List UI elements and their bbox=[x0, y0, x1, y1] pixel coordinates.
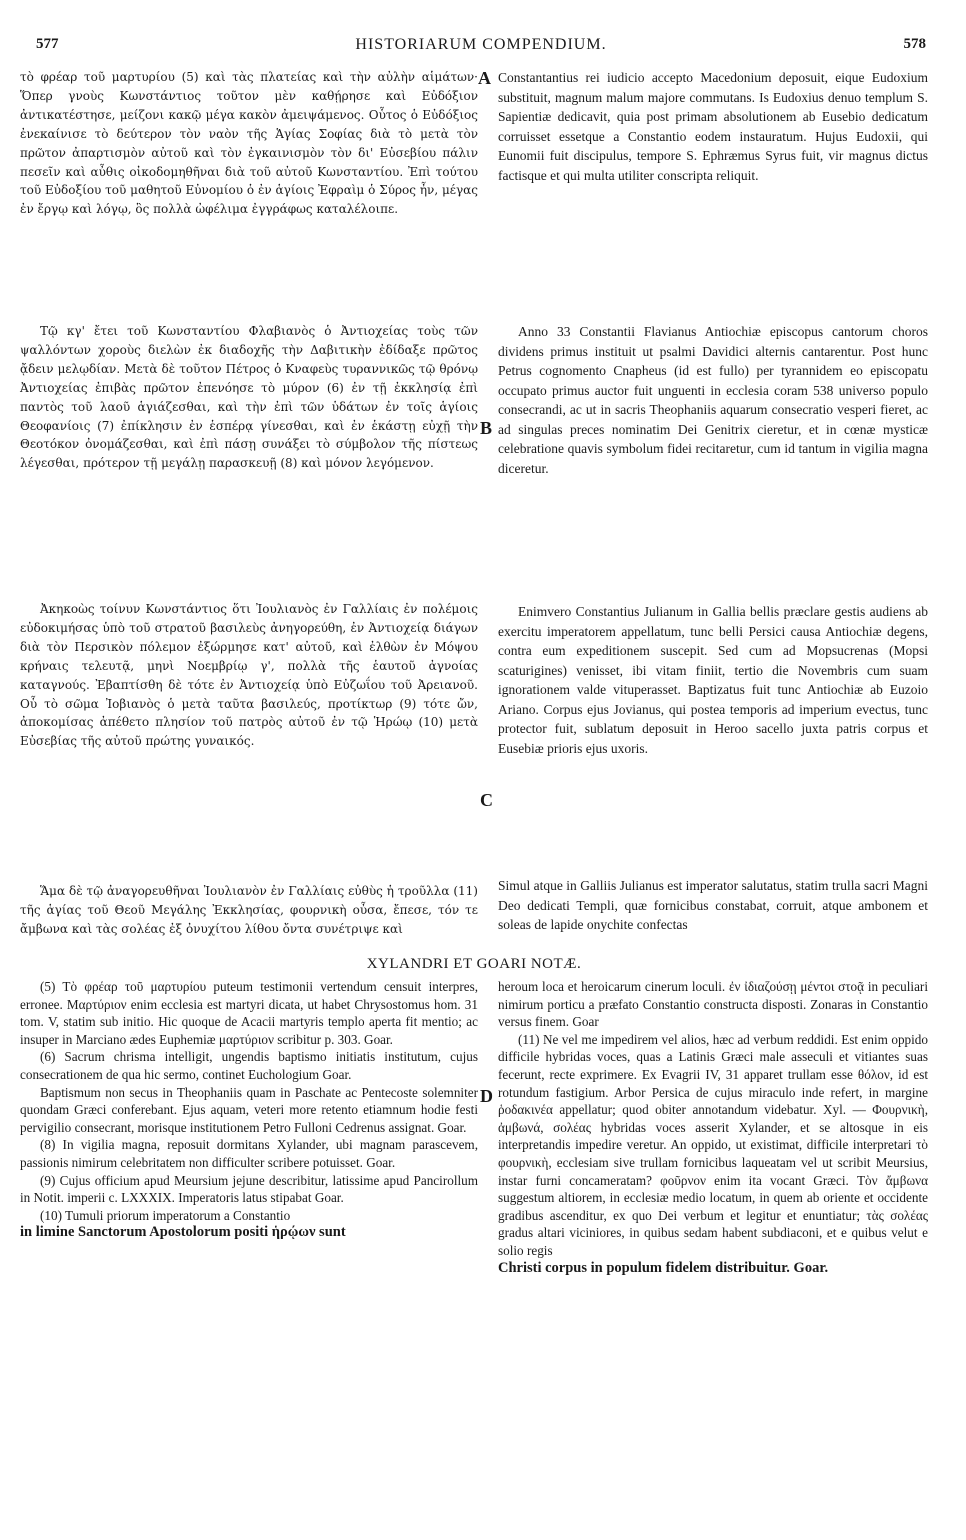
note: Baptismum non secus in Theophaniis quam in Paschate ac Pentecoste solemniter quondam Græci conferebant. Ejus aquam, veteri more retento etiamnum hodie festi pervigilio consecrant, morisque institutionem Petro Fulloni Cedrenus assignat. Goar. bbox=[20, 1084, 478, 1135]
latin-text: Anno 33 Constantii Flavianus Antiochiæ episcopus cantorum choros dividens primus instituit ut psalmi Davidici alternis cantarentur. Post hunc Petrus cognomento Cnapheus (id est fullo) per tyrannidem eo episcopatu occupato primus auctor fuit unguenti in ecclesia coram 538 universo populo consecrandi, ac ut in sacris Theophaniis aquarum consecratio vesperi fieret, ac ad singulas preces nominatim Dei Genitrix cieretur, et in cœnæ mysticæ celebratione quavis symbolum fidei recitaretur, cum id tantum in vigilia magna diceretur. bbox=[498, 324, 928, 476]
notes-left-column bbox=[20, 978, 478, 1242]
greek-paragraph-4 bbox=[20, 882, 478, 939]
notes-heading: XYLANDRI ET GOARI NOTÆ. bbox=[366, 956, 582, 972]
note: (11) Ne vel me impedirem vel alios, hæc ad verbum reddidi. Est enim oppido difficile hybridas voces, quas a Latinis Græci male asseculi et vitiantes suas fecerunt, recte exprimere. Ex Evagrii IV, 31 apparet trullam esse θόλον, id est rotundum fastigium. Arbor Persica de cujus miraculo inde refert, in margine ῥοδακινέα appellatur; quod obiter annotandum videbatur. Xyl. — Φουρνικὴ, ἀμβωνά, σολέας hybridas voces asserit Xylander, et se altosque in eis interpretandis impedire veretur. An oppido, ut existimat, difficile interpretari τὸ φουρνικὴ, ecclesiam sive trullam fornicibus laqueatam vel ut scribit Meursius, instar furni concameratam? φοῦρνον enim ita vocant Græci. Τὸν ἄμβωνα suggestum altiorem, in ecclesiæ medio locatum, in quem ab oriente et occidente gradibus ascenditur, ex quo Dei verbum et legitur et enuntiatur; τὰς σολέας gradus altari viciniores, in quibus sedam habent subdiaconi, et e quibus velut e solio regis bbox=[498, 1031, 928, 1258]
note: (6) Sacrum chrisma intelligit, ungendis baptismo initiatis institutum, cujus consecrationem de qua hic sermo, continet Euchologium Goar. bbox=[20, 1049, 478, 1082]
note-bold-line: Christi corpus in populum fidelem distribuitur. Goar. bbox=[498, 1259, 829, 1276]
greek-paragraph-3 bbox=[20, 600, 478, 751]
latin-paragraph-2 bbox=[498, 322, 928, 478]
note-bold-line: in limine Sanctorum Apostolorum positi ἡρῴων sunt bbox=[20, 1224, 346, 1241]
left-page-number: 577 bbox=[36, 36, 59, 52]
latin-text: Enimvero Constantius Julianum in Gallia bellis præclare gestis audiens ab exercitu imperatorem appellatum, tunc belli Persici causa Antiochiæ degens, contra eum expeditionem suscepit. Sed cum ad Mopsucrenas (Mopsi scaturigines) venisset, ibi vitam finiit, tertio die Novembris cum suam ignorationem valde vituperasset. Baptizatus fuit tunc Antiochiæ ab Euzoio Ariano. Corpus ejus Jovianus, qui postea temporis ad imperium evectus, tunc protector fuit, sublatum deposuit in Heroo sacello juxta patris corpus et Eusebiæ prioris ejus uxoris. bbox=[498, 604, 928, 756]
margin-marker-b: B bbox=[480, 418, 493, 438]
notes-right-column bbox=[498, 978, 928, 1277]
greek-paragraph-1 bbox=[20, 68, 478, 219]
margin-marker-d: D bbox=[480, 1086, 493, 1106]
greek-text: Τῷ κγ' ἔτει τοῦ Κωνσταντίου Φλαβιανὸς ὁ Ἀντιοχείας τοὺς τῶν ψαλλόντων χοροὺς διελὼν ἐκ διαδοχῆς τὴν Δαβιτικὴν ἐδίδαξε πρῶτος ᾄδειν μελῳδίαν. Μετὰ δὲ τοῦτον Πέτρος ὁ Κναφεὺς τυραννικῶς τῷ θρόνῳ Ἀντιοχείας ἐπιβὰς πρῶτον ἐπενόησε τὸ μύρον (6) ἐν τῇ ἐκκλησίᾳ ἐπὶ παντὸς τοῦ λαοῦ ἁγιάζεσθαι, καὶ τὴν ἐπὶ τῶν ὑδάτων ἐν τοῖς ἁγίοις Θεοφανίοις (7) ἐπίκλησιν ἐν ἑσπέρᾳ γίνεσθαι, καὶ ἐν ἑκάστῃ εὐχῇ τὴν Θεοτόκον ὀνομάζεσθαι, καὶ ἐπὶ πάσῃ συνάξει τὸ σύμβολον τῆς πίστεως λέγεσθαι, πρότερον τῇ μεγάλῃ παρασκευῇ (8) καὶ μόνον λεγόμενον. bbox=[20, 324, 478, 471]
margin-marker-c: C bbox=[480, 790, 493, 810]
greek-text: Ἅμα δὲ τῷ ἀναγορευθῆναι Ἰουλιανὸν ἐν Γαλλίαις εὐθὺς ἡ τροῦλλα (11) τῆς ἁγίας τοῦ Θεοῦ Μεγάλης Ἐκκλησίας, φουρνικὴ οὖσα, ἔπεσε, τόν τε ἄμβωνα καὶ τὰς σολέας ἐξ ὀνυχίτου λίθου ὄντα συνέτριψε καὶ bbox=[20, 884, 478, 936]
margin-marker-a: A bbox=[478, 68, 491, 88]
right-page-number: 578 bbox=[903, 36, 926, 52]
latin-text: Constantantius rei iudicio accepto Macedonium deposuit, eique Eudoxium substituit, magnum malum majore commutans. Is Eudoxius denuo templum S. Sapientiæ dedicavit, quia post primam absolutionem ab Eusebio dedicatum corruisset essetque a Constantio eodem instauratum. Hujus Eudoxii, qui Eunomii fuit discipulus, tempore S. Ephræmus Syrus fuit, vir magnus dictus factisque et qui multa utiliter conscripta reliquit. bbox=[498, 70, 928, 183]
latin-text: Simul atque in Galliis Julianus est imperator salutatus, statim trulla sacri Magni Deo dedicati Templi, quæ fornicibus constabat, corruit, atque ambonem et soleas de lapide onychite confectas bbox=[498, 878, 928, 932]
note: (10) Tumuli priorum imperatorum a Constantio bbox=[40, 1207, 291, 1223]
greek-text: Ἀκηκοὼς τοίνυν Κωνστάντιος ὅτι Ἰουλιανὸς ἐν Γαλλίαις ἐν πολέμοις εὐδοκιμήσας ὑπὸ τοῦ στρατοῦ βασιλεὺς ἀνηγορεύθη, ἐν Ἀντιοχείᾳ διάγων διὰ τὸν Περσικὸν πόλεμον ἐξώρμησε κατ' αὐτοῦ, καὶ ἐλθὼν ἐν Μόψου κρήναις τελευτᾷ, μηνὶ Νοεμβρίῳ γ', πολλὰ τῆς ἑαυτοῦ ἀγνοίας καταγνούς. Ἐβαπτίσθη δὲ τότε ἐν Ἀντιοχείᾳ ὑπὸ Εὐζωΐου τοῦ Ἀρειανοῦ. Οὗ τὸ σῶμα Ἰοβιανὸς ὁ μετὰ ταῦτα βασιλεύς, προτίκτωρ (9) τότε ὤν, ἀποκομίσας ἀπέθετο πλησίον τοῦ πατρὸς αὐτοῦ ἐν τῷ Ἡρώῳ (10) μετὰ Εὐσεβίας τῆς αὐτοῦ πρώτης γυναικός. bbox=[20, 602, 478, 749]
latin-paragraph-4 bbox=[498, 876, 928, 935]
greek-paragraph-2 bbox=[20, 322, 478, 473]
note: (9) Cujus officium apud Meursium jejune describitur, latissime apud Pancirollum in Notit. imperii c. LXXXIX. Imperatoris latus stipabat Goar. bbox=[20, 1172, 478, 1206]
running-title: HISTORIARUM COMPENDIUM. bbox=[355, 36, 607, 53]
latin-paragraph-1 bbox=[498, 68, 928, 185]
note: (8) In vigilia magna, reposuit dormitans Xylander, ubi magnam parascevem, passionis nimirum celebritatem non difficulter scribere potuisset. Goar. bbox=[20, 1137, 478, 1170]
running-header bbox=[36, 36, 926, 60]
latin-paragraph-3 bbox=[498, 602, 928, 758]
greek-text: τὸ φρέαρ τοῦ μαρτυρίου (5) καὶ τὰς πλατείας καὶ τὴν αὐλὴν αἱμάτων· Ὅπερ γνοὺς Κωνστάντιος τοῦτον μὲν καθῄρησε καὶ Εὐδόξιον ἀντικατέστησε, μείζονι κακῷ μέγα κακὸν ἀμειψάμενος. Οὗτος ὁ Εὐδόξιος ἐνεκαίνισε τὸ δεύτερον τὸν ναὸν τῆς Ἁγίας Σοφίας διὰ τὸ μετὰ τὸν πρῶτον ἀπαρτισμὸν αὐτοῦ καὶ τὸν ἐγκαινισμὸν τὸν δι' Εὐσεβίου πάλιν πεσεῖν καὶ αὖθις οἰκοδομηθῆναι διὰ τοῦ αὐτοῦ Κωνσταντίου. Ἐπὶ τούτου τοῦ Εὐδοξίου τοῦ μαθητοῦ Εὐνομίου ὁ ἐν ἁγίοις Ἐφραὶμ ὁ Σύρος ἦν, μέγας ἐν ἔργῳ καὶ λόγῳ, ὃς πολλὰ ὠφέλιμα ἐγγράφως καταλέλοιπε. bbox=[20, 70, 478, 217]
note: heroum loca et heroicarum cinerum loculi. ἐν ἰδιαζούσῃ μέντοι στοᾷ in peculiari nimirum porticu a præfato Constantio constructa disposti. Zonaras in Constantio versus finem. Goar bbox=[498, 979, 928, 1030]
note: (5) Τὸ φρέαρ τοῦ μαρτυρίου puteum testimonii vertendum censuit interpres, erronee. Μαρτύριον enim ecclesia est martyri dicata, ut habet Chrysostomus hom. 31 tom. V, statim sub initio. Hic quoque de Acacii martyris templo aperta fit mentio; ac insuper in Marciano ædes Euphemiæ μαρτύριον scribitur p. 303. Goar. bbox=[20, 979, 478, 1047]
